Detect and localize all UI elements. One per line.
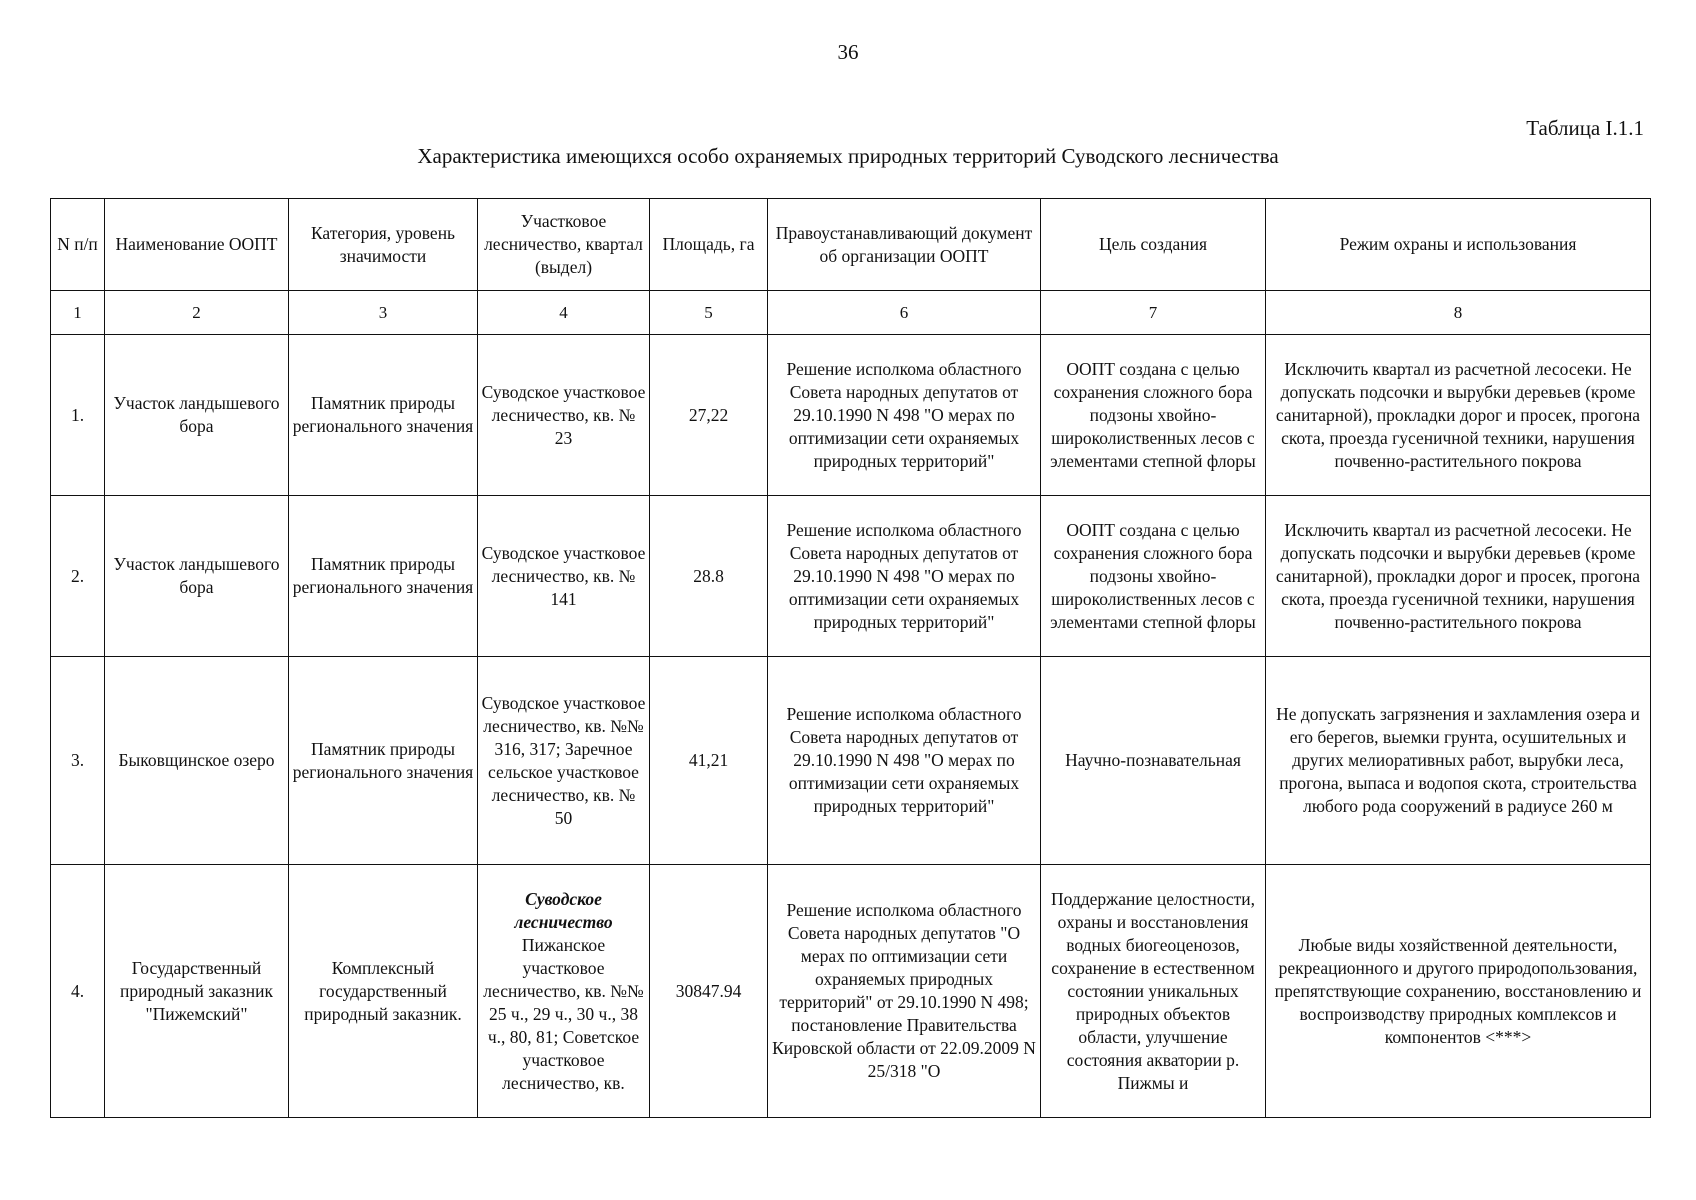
column-number: 7	[1041, 291, 1266, 335]
cell-name: Участок ландышевого бора	[105, 496, 289, 657]
cell-purpose: Научно-познавательная	[1041, 657, 1266, 865]
cell-num: 3.	[51, 657, 105, 865]
cell-regime: Исключить квартал из расчетной лесосеки. Не допускать подсочки и вырубки деревьев (кроме санитарной), прокладки дорог и просек, прогона скота, проезда гусеничной техники, нарушения почвенно-растительного покрова	[1266, 496, 1651, 657]
cell-location	[478, 865, 650, 1118]
header-cell-document: Правоустанавливающий документ об организации ООПТ	[768, 199, 1041, 291]
table-title: Характеристика имеющихся особо охраняемых природных территорий Суводского лесничества	[417, 144, 1279, 168]
cell-num: 2.	[51, 496, 105, 657]
location-heading: Суводское лесничество	[514, 888, 613, 932]
header-cell-location: Участковое лесничество, квартал (выдел)	[478, 199, 650, 291]
column-number: 8	[1266, 291, 1651, 335]
cell-name: Участок ландышевого бора	[105, 335, 289, 496]
cell-num: 4.	[51, 865, 105, 1118]
header-cell-purpose: Цель создания	[1041, 199, 1266, 291]
document-text-continued: постановление Правительства Кировской области от 22.09.2009 N 25/318 "О	[772, 1015, 1036, 1081]
cell-area: 30847.94	[650, 865, 768, 1118]
column-number: 4	[478, 291, 650, 335]
table-row	[51, 335, 1651, 496]
cell-category: Памятник природы регионального значения	[289, 496, 478, 657]
column-number: 2	[105, 291, 289, 335]
cell-name: Государственный природный заказник "Пижемский"	[105, 865, 289, 1118]
cell-num: 1.	[51, 335, 105, 496]
column-number: 5	[650, 291, 768, 335]
cell-location: Суводское участковое лесничество, кв. № 141	[478, 496, 650, 657]
header-cell-regime: Режим охраны и использования	[1266, 199, 1651, 291]
cell-location: Суводское участковое лесничество, кв. № 23	[478, 335, 650, 496]
table-row	[51, 496, 1651, 657]
column-number-row	[51, 291, 1651, 335]
cell-regime: Не допускать загрязнения и захламления озера и его берегов, выемки грунта, осушительных и других мелиоративных работ, вырубки леса, прогона, выпаса и водопоя скота, строительства любого рода сооружений в радиусе 260 м	[1266, 657, 1651, 865]
header-cell-area: Площадь, га	[650, 199, 768, 291]
cell-area: 28.8	[650, 496, 768, 657]
cell-document: Решение исполкома областного Совета народных депутатов от 29.10.1990 N 498 "О мерах по оптимизации сети охраняемых природных территорий"	[768, 657, 1041, 865]
header-cell-name: Наименование ООПТ	[105, 199, 289, 291]
document-text: Решение исполкома областного Совета народных депутатов "О мерах по оптимизации сети охраняемых природных территорий" от 29.10.1990 N 498;	[779, 900, 1029, 1012]
cell-category: Памятник природы регионального значения	[289, 335, 478, 496]
cell-purpose: Поддержание целостности, охраны и восстановления водных биогеоценозов, сохранение в естественном состоянии уникальных природных объектов области, улучшение состояния акватории р. Пижмы и	[1041, 865, 1266, 1118]
cell-purpose: ООПТ создана с целью сохранения сложного бора подзоны хвойно-широколиственных лесов с элементами степной флоры	[1041, 335, 1266, 496]
oopt-table	[50, 198, 1651, 1118]
cell-regime: Любые виды хозяйственной деятельности, рекреационного и другого природопользования, препятствующие сохранению, восстановлению и воспроизводству природных комплексов и компонентов <***>	[1266, 865, 1651, 1118]
page-number: 36	[837, 40, 859, 64]
column-number: 3	[289, 291, 478, 335]
cell-area: 41,21	[650, 657, 768, 865]
cell-category: Комплексный государственный природный заказник.	[289, 865, 478, 1118]
cell-category: Памятник природы регионального значения	[289, 657, 478, 865]
header-cell-num: N п/п	[51, 199, 105, 291]
cell-area: 27,22	[650, 335, 768, 496]
table-row	[51, 865, 1651, 1118]
location-text: Пижанское участковое лесничество, кв. №№ 25 ч., 29 ч., 30 ч., 38 ч., 80, 81; Советское участковое лесничество, кв.	[483, 934, 644, 1093]
table-row	[51, 657, 1651, 865]
cell-document: Решение исполкома областного Совета народных депутатов от 29.10.1990 N 498 "О мерах по оптимизации сети охраняемых природных территорий"	[768, 496, 1041, 657]
header-cell-category: Категория, уровень значимости	[289, 199, 478, 291]
cell-regime: Исключить квартал из расчетной лесосеки. Не допускать подсочки и вырубки деревьев (кроме санитарной), прокладки дорог и просек, прогона скота, проезда гусеничной техники, нарушения почвенно-растительного покрова	[1266, 335, 1651, 496]
cell-location: Суводское участковое лесничество, кв. №№ 316, 317; Заречное сельское участковое лесничество, кв. № 50	[478, 657, 650, 865]
header-row	[51, 199, 1651, 291]
cell-name: Быковщинское озеро	[105, 657, 289, 865]
cell-document: Решение исполкома областного Совета народных депутатов от 29.10.1990 N 498 "О мерах по оптимизации сети охраняемых природных территорий"	[768, 335, 1041, 496]
column-number: 1	[51, 291, 105, 335]
table-label: Таблица I.1.1	[1526, 116, 1644, 140]
cell-purpose: ООПТ создана с целью сохранения сложного бора подзоны хвойно-широколиственных лесов с элементами степной флоры	[1041, 496, 1266, 657]
cell-document	[768, 865, 1041, 1118]
column-number: 6	[768, 291, 1041, 335]
